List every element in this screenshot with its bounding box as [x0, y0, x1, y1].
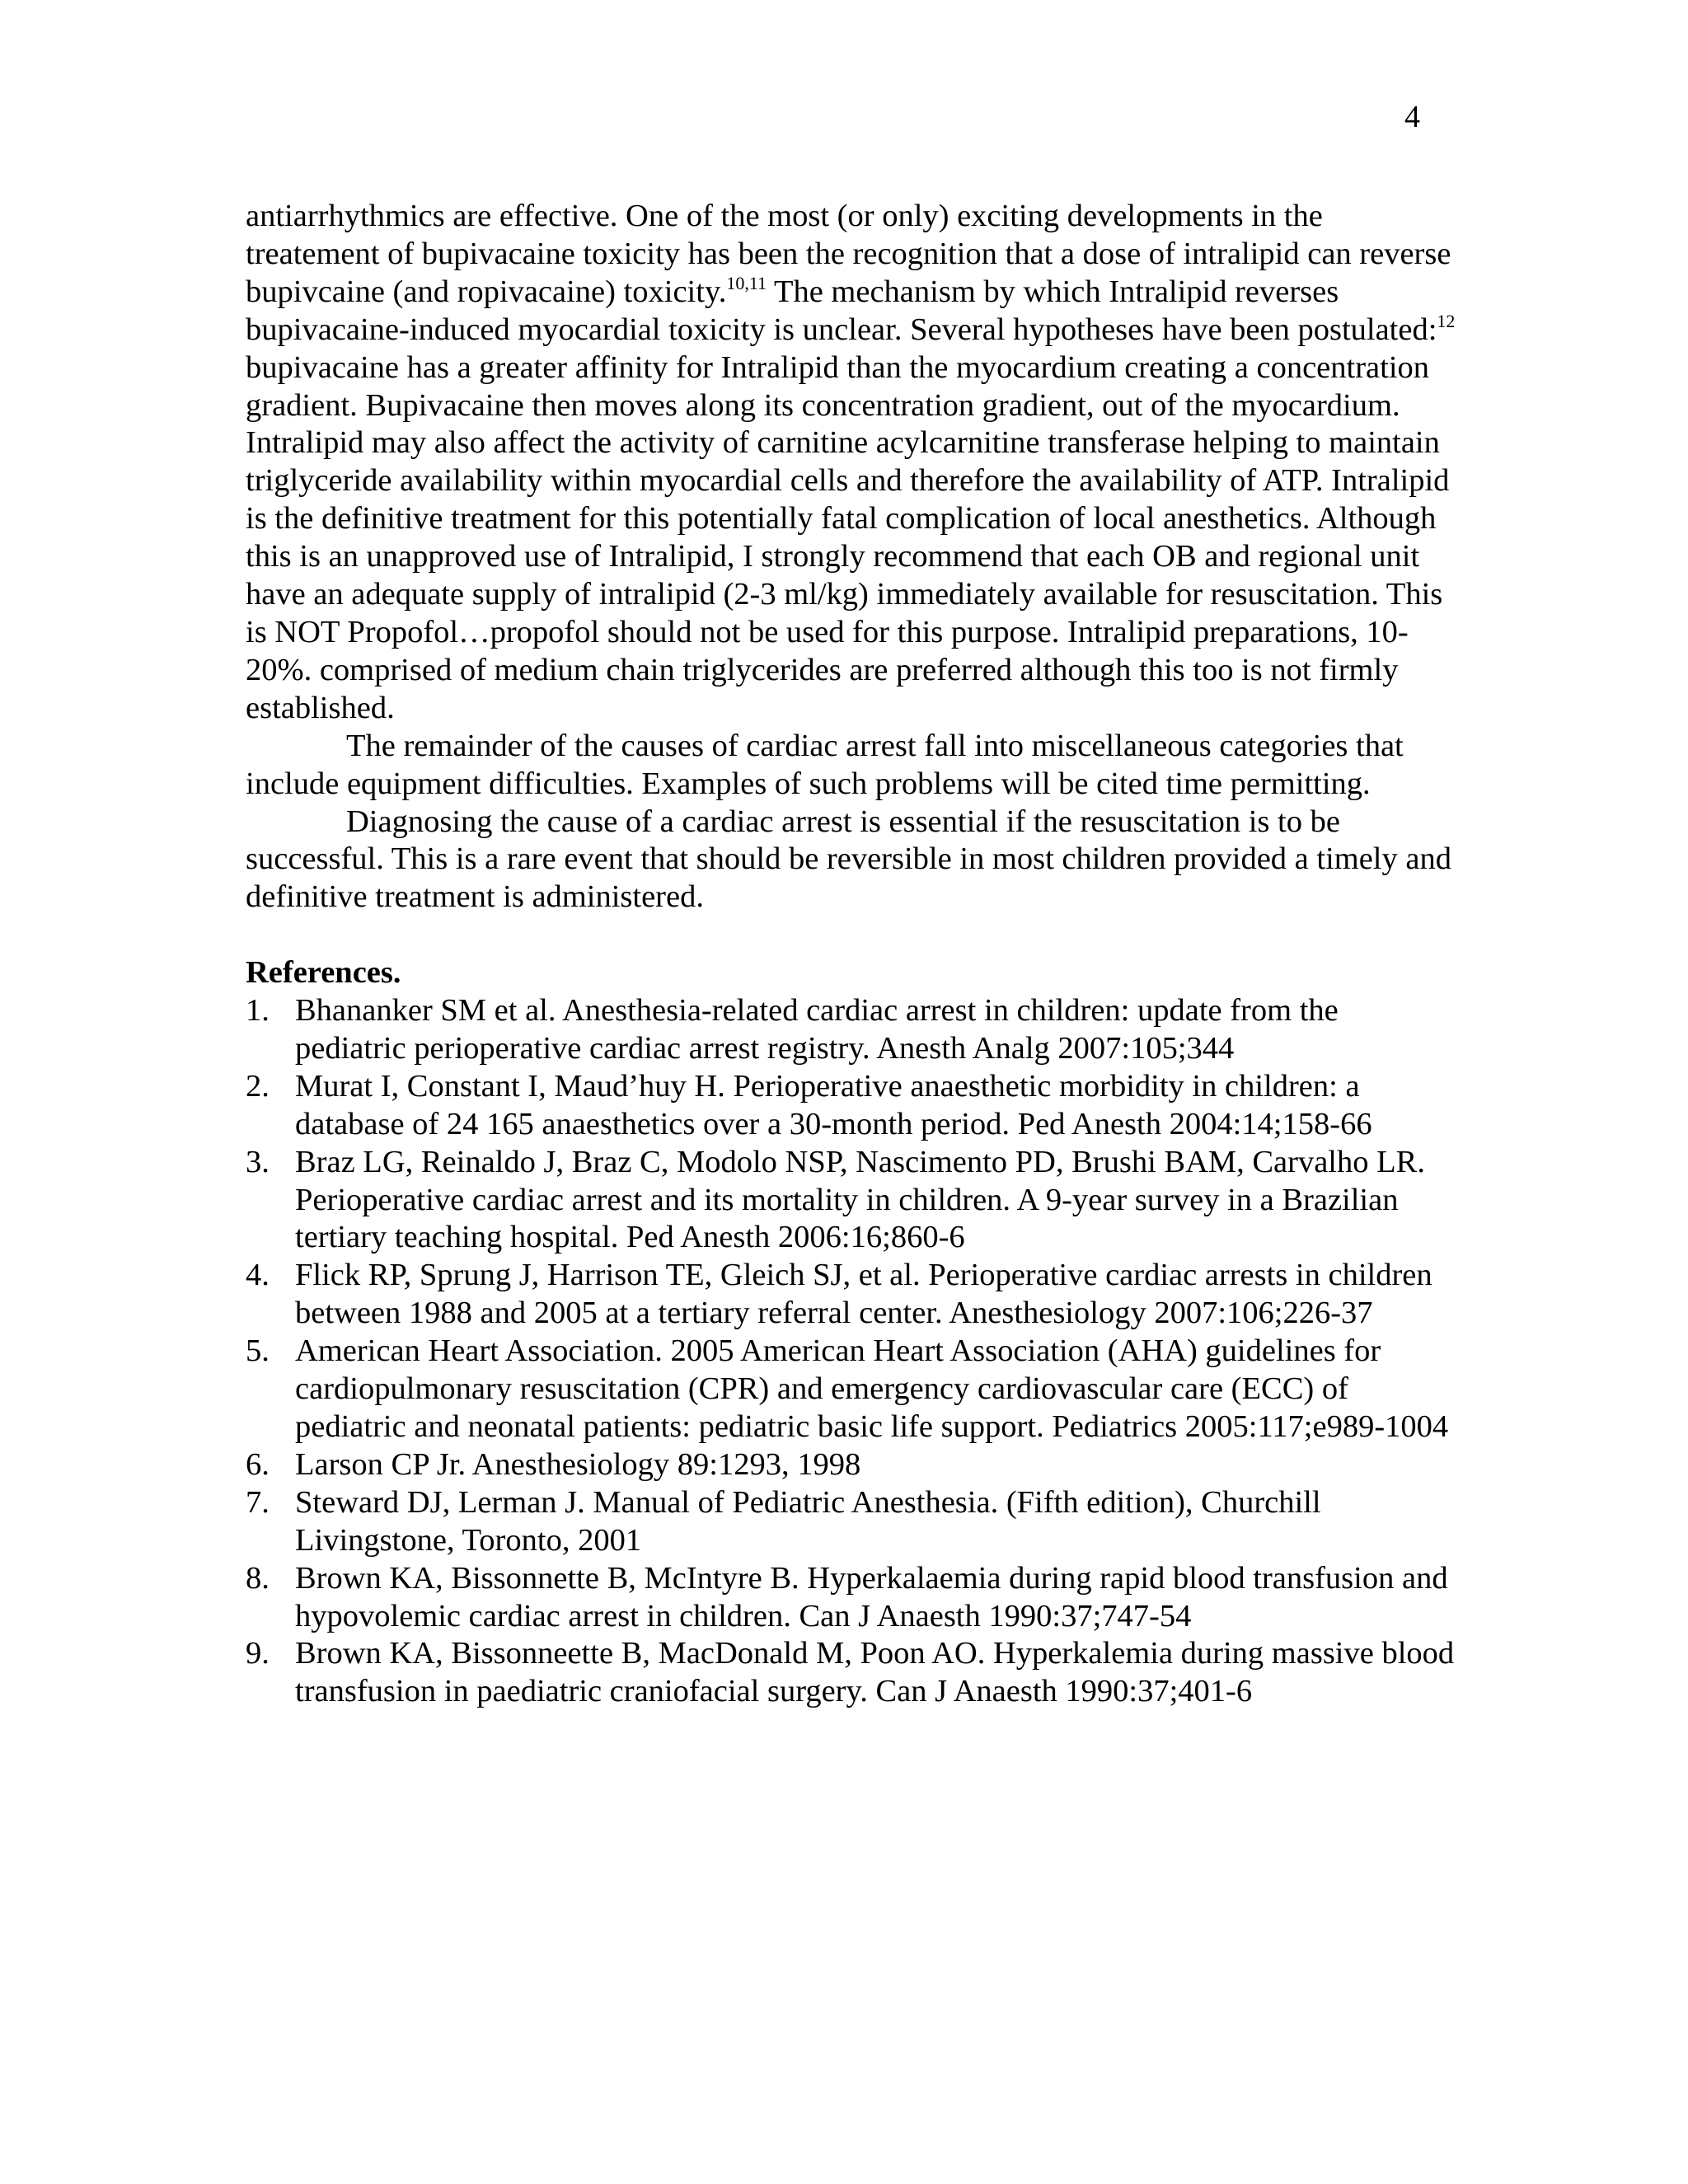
citation-superscript: 12: [1437, 310, 1456, 331]
reference-item: [246, 1446, 1457, 1484]
reference-item: [246, 992, 1457, 1068]
paragraph-text: The mechanism by which Intralipid reverses bupivacaine-induced myocardial toxicity is unclear. Several hypotheses have been postulated:: [246, 274, 1437, 347]
paragraph-text: antiarrhythmics are effective. One of the most (or only) exciting developments in the treatement of bupivacaine toxicity has been the recognition that a dose of intralipid can reverse bupivcaine (and ropivacaine) toxicity.: [246, 199, 1451, 309]
reference-text: Steward DJ, Lerman J. Manual of Pediatric Anesthesia. (Fifth edition), Churchill Livingstone, Toronto, 2001: [295, 1484, 1321, 1558]
body-paragraph-diagnosing: Diagnosing the cause of a cardiac arrest is essential if the resuscitation is to be successful. This is a rare event that should be reversible in most children provided a timely and definitive treatment is administered.: [246, 804, 1451, 915]
body-paragraph-intralipid: [246, 198, 1457, 728]
reference-text: Brown KA, Bissonnette B, McIntyre B. Hyperkalaemia during rapid blood transfusion and hypovolemic cardiac arrest in children. Can J Anaesth 1990:37;747-54: [295, 1560, 1448, 1633]
reference-number: 9.: [246, 1636, 270, 1671]
page-content: [246, 198, 1457, 1711]
reference-item: [246, 1635, 1457, 1711]
body-paragraph-miscellaneous: The remainder of the causes of cardiac arrest fall into miscellaneous categories that include equipment difficulties. Examples of such problems will be cited time permitting.: [246, 728, 1404, 801]
reference-number: 4.: [246, 1258, 270, 1293]
reference-item: [246, 1144, 1457, 1258]
reference-text: Brown KA, Bissonneette B, MacDonald M, Poon AO. Hyperkalemia during massive blood transfusion in paediatric craniofacial surgery. Can J Anaesth 1990:37;401-6: [295, 1636, 1455, 1709]
reference-number: 6.: [246, 1446, 270, 1482]
page-number: 4: [1404, 100, 1420, 134]
reference-text: Larson CP Jr. Anesthesiology 89:1293, 1998: [295, 1446, 861, 1482]
reference-text: American Heart Association. 2005 American Heart Association (AHA) guidelines for cardiopulmonary resuscitation (CPR) and emergency cardiovascular care (ECC) of pediatric and neonatal patients: pediatric basic life support. Pediatrics 2005:117;e989-1004: [295, 1333, 1449, 1444]
reference-item: [246, 1333, 1457, 1446]
reference-item: [246, 1068, 1457, 1144]
reference-item: [246, 1484, 1457, 1560]
reference-text: Murat I, Constant I, Maud’huy H. Perioperative anaesthetic morbidity in children: a database of 24 165 anaesthetics over a 30-month period. Ped Anesth 2004:14;158-66: [295, 1068, 1372, 1141]
reference-number: 3.: [246, 1144, 270, 1179]
reference-text: Flick RP, Sprung J, Harrison TE, Gleich SJ, et al. Perioperative cardiac arrests in children between 1988 and 2005 at a tertiary referral center. Anesthesiology 2007:106;226-37: [295, 1258, 1432, 1331]
reference-text: Bhananker SM et al. Anesthesia-related cardiac arrest in children: update from the pediatric perioperative cardiac arrest registry. Anesth Analg 2007:105;344: [295, 993, 1339, 1066]
paragraph-text: bupivacaine has a greater affinity for Intralipid than the myocardium creating a concentration gradient. Bupivacaine then moves along its concentration gradient, out of the myocardium. Intralipid may also affect the activity of carnitine acylcarnitine transferase helping to maintain triglyceride availability within myocardial cells and therefore the availability of ATP. Intralipid is the definitive treatment for this potentially fatal complication of local anesthetics. Although this is an unapproved use of Intralipid, I strongly recommend that each OB and regional unit have an adequate supply of intralipid (2-3 ml/kg) immediately available for resuscitation. This is NOT Propofol…propofol should not be used for this purpose. Intralipid preparations, 10-20%. comprised of medium chain triglycerides are preferred although this too is not firmly established.: [246, 349, 1450, 725]
reference-number: 1.: [246, 993, 270, 1029]
references-heading: References.: [246, 955, 401, 991]
reference-number: 5.: [246, 1333, 270, 1369]
reference-item: [246, 1560, 1457, 1636]
reference-text: Braz LG, Reinaldo J, Braz C, Modolo NSP, Nascimento PD, Brushi BAM, Carvalho LR. Perioperative cardiac arrest and its mortality in children. A 9-year survey in a Brazilian tertiary teaching hospital. Ped Anesth 2006:16;860-6: [295, 1144, 1425, 1255]
reference-number: 7.: [246, 1484, 270, 1520]
citation-superscript: 10,11: [726, 272, 767, 293]
reference-number: 8.: [246, 1560, 270, 1596]
reference-number: 2.: [246, 1068, 270, 1104]
reference-item: [246, 1257, 1457, 1333]
references-list: [246, 992, 1457, 1711]
